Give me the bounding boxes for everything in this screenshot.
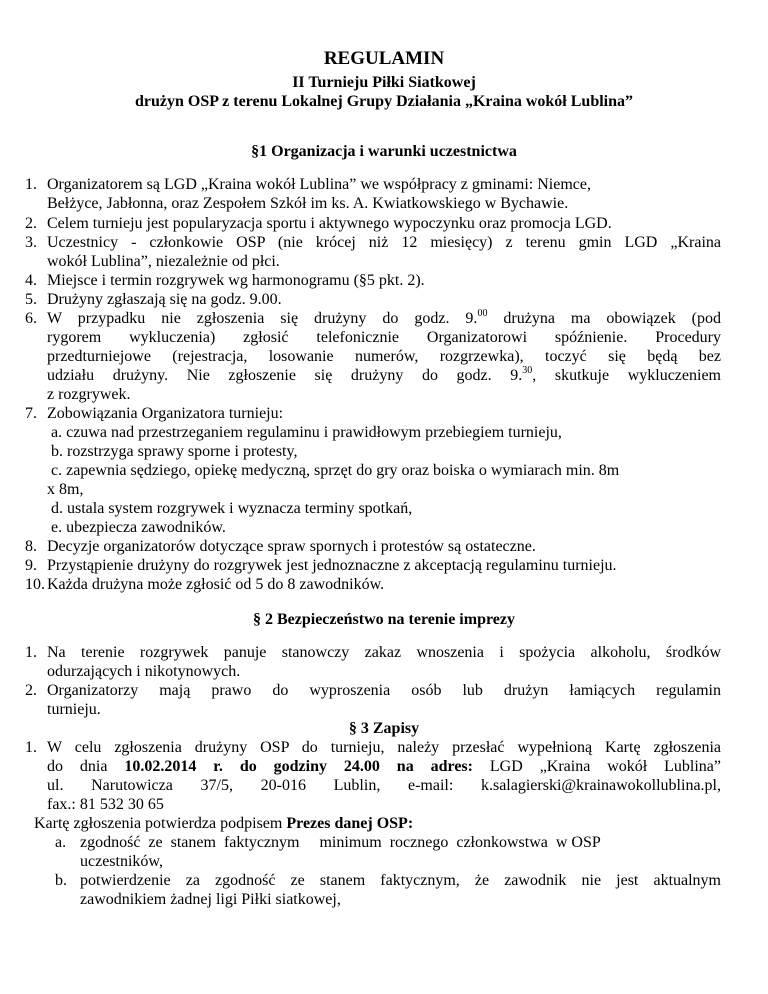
- sub-list-item-number: a.: [55, 834, 67, 851]
- list-item-text: W przypadku nie zgłoszenia się drużyny do godz. 9.00 drużyna ma obowiązek (pod: [47, 308, 722, 327]
- sub-list-item: d. ustala system rozgrywek i wyznacza terminy spotkań,: [51, 500, 413, 517]
- confirmation-text: Kartę zgłoszenia potwierdza podpisem Prezes danej OSP:: [34, 815, 414, 832]
- sub-list-item-text: zawodnikiem żadnej ligi Piłki siatkowej,: [80, 891, 341, 908]
- list-item-text: rygorem wykluczenia) zgłosić telefonicznie Organizatorowi spóźnienie. Procedury: [47, 329, 721, 346]
- sub-list-item-text: uczestników,: [80, 853, 163, 870]
- list-item-text: Każda drużyna może zgłosić od 5 do 8 zawodników.: [47, 576, 385, 593]
- fax-text: fax.: 81 532 30 65: [47, 796, 164, 813]
- list-item-text: Decyzje organizatorów dotyczące spraw spornych i protestów są ostateczne.: [47, 538, 536, 555]
- list-item-number: 6.: [25, 310, 37, 327]
- list-item-text: Drużyny zgłaszają się na godz. 9.00.: [47, 291, 282, 308]
- list-item-text: do dnia 10.02.2014 r. do godziny 24.00 na adres: LGD „Kraina wokół Lublina”: [47, 758, 722, 775]
- list-item-number: 2.: [25, 215, 37, 232]
- list-item-number: 10.: [25, 576, 45, 593]
- sub-list-item-number: b.: [55, 872, 67, 889]
- list-item-text: W celu zgłoszenia drużyny OSP do turnieju, należy przesłać wypełnioną Kartę zgłoszenia: [47, 739, 721, 756]
- list-item-text: udziału drużyny. Nie zgłoszenie się drużyny do godz. 9.30, skutkuje wykluczeniem: [47, 365, 721, 384]
- sub-list-item: c. zapewnia sędziego, opiekę medyczną, sprzęt do gry oraz boiska o wymiarach min. 8m: [51, 462, 620, 479]
- list-item-text: Organizatorzy mają prawo do wyproszenia osób lub drużyn łamiących regulamin: [47, 682, 721, 699]
- list-item-text: Na terenie rozgrywek panuje stanowczy zakaz wnoszenia i spożycia alkoholu, środków: [47, 644, 721, 661]
- document-subtitle-1: II Turnieju Piłki Siatkowej: [292, 74, 476, 91]
- sub-list-item: x 8m,: [47, 481, 84, 498]
- list-item-text: Przystąpienie drużyny do rozgrywek jest jednoznaczne z akceptacją regulaminu turnieju.: [47, 557, 617, 574]
- document-title: REGULAMIN: [323, 48, 445, 69]
- list-item-number: 1.: [25, 739, 37, 756]
- document-subtitle-2: drużyn OSP z terenu Lokalnej Grupy Działania „Kraina wokół Lublina”: [135, 93, 633, 110]
- list-item-number: 4.: [25, 272, 37, 289]
- sub-list-item: a. czuwa nad przestrzeganiem regulaminu i prawidłowym przebiegiem turnieju,: [51, 424, 562, 441]
- list-item-text: wokół Lublina”, niezależnie od płci.: [47, 253, 280, 270]
- section-1-heading: §1 Organizacja i warunki uczestnictwa: [251, 143, 517, 160]
- list-item-number: 7.: [25, 405, 37, 422]
- list-item-text: Celem turnieju jest popularyzacja sportu i aktywnego wypoczynku oraz promocja LGD.: [47, 215, 612, 232]
- list-item-text: turnieju.: [47, 701, 101, 718]
- list-item-text: Miejsce i termin rozgrywek wg harmonogramu (§5 pkt. 2).: [47, 272, 425, 289]
- list-item-text: Bełżyce, Jabłonna, oraz Zespołem Szkół im ks. A. Kwiatkowskiego w Bychawie.: [47, 195, 569, 212]
- list-item-number: 8.: [25, 538, 37, 555]
- address-text: ul. Narutowicza 37/5, 20-016 Lublin, e-mail: k.salagierski@krainawokollublina.pl,: [47, 777, 721, 794]
- list-item-number: 3.: [25, 234, 37, 251]
- sub-list-item-text: potwierdzenie za zgodność ze stanem faktycznym, że zawodnik nie jest aktualnym: [80, 872, 721, 889]
- sub-list-item: b. rozstrzyga sprawy sporne i protesty,: [51, 443, 298, 460]
- list-item-text: Zobowiązania Organizatora turnieju:: [47, 405, 284, 422]
- list-item-number: 5.: [25, 291, 37, 308]
- list-item-number: 9.: [25, 557, 37, 574]
- list-item-text: Uczestnicy - członkowie OSP (nie krócej niż 12 miesięcy) z terenu gmin LGD „Kraina: [47, 234, 721, 251]
- section-2-heading: § 2 Bezpieczeństwo na terenie imprezy: [252, 611, 515, 628]
- list-item-text: z rozgrywek.: [47, 386, 131, 403]
- section-3-heading: § 3 Zapisy: [348, 720, 420, 737]
- sub-list-item: e. ubezpiecza zawodników.: [51, 519, 226, 536]
- list-item-text: Organizatorem są LGD „Kraina wokół Lublina” we współpracy z gminami: Niemce,: [47, 176, 591, 193]
- sub-list-item-text: zgodność ze stanem faktycznym minimum rocznego członkowstwa w OSP: [80, 834, 601, 851]
- list-item-text: przedturniejowe (rejestracja, losowanie numerów, rozgrzewka), toczyć się będą bez: [47, 348, 721, 365]
- list-item-text: odurzających i nikotynowych.: [47, 663, 241, 680]
- list-item-number: 1.: [25, 644, 37, 661]
- deadline-text: 10.02.2014 r. do godziny 24.00 na adres:: [124, 758, 473, 775]
- list-item-number: 1.: [25, 176, 37, 193]
- list-item-number: 2.: [25, 682, 37, 699]
